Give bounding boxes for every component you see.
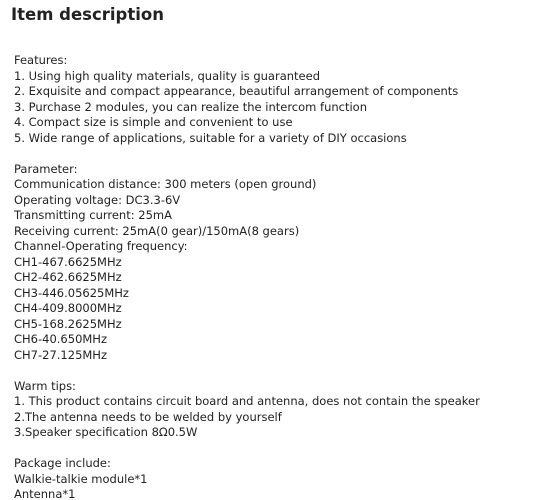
- feature-line: 3. Purchase 2 modules, you can realize the intercom function: [14, 99, 367, 114]
- item-description-body: [14, 53, 554, 500]
- feature-line: 5. Wide range of applications, suitable for a variety of DIY occasions: [14, 130, 407, 145]
- channel-line: CH5-168.2625MHz: [14, 316, 122, 331]
- feature-line: 4. Compact size is simple and convenient to use: [14, 115, 293, 129]
- package-line: Walkie-talkie module*1: [14, 471, 148, 486]
- warm-tip-line: 1. This product contains circuit board and antenna, does not contain the speaker: [14, 394, 480, 408]
- feature-line: 2. Exquisite and compact appearance, beautiful arrangement of components: [14, 84, 459, 98]
- parameter-line: Operating voltage: DC3.3-6V: [14, 192, 181, 207]
- warm-tip-line: 2.The antenna needs to be welded by yourself: [14, 409, 282, 424]
- parameter-line: Channel-Operating frequency:: [14, 239, 188, 253]
- parameter-line: Communication distance: 300 meters (open ground): [14, 177, 317, 191]
- parameter-section: [14, 162, 554, 364]
- features-heading: Features:: [14, 53, 68, 67]
- parameter-line: Transmitting current: 25mA: [14, 208, 172, 222]
- channel-line: CH2-462.6625MHz: [14, 270, 122, 284]
- channel-line: CH7-27.125MHz: [14, 347, 107, 362]
- warm-tips-heading: Warm tips:: [14, 378, 76, 393]
- package-heading: Package include:: [14, 456, 111, 470]
- channel-line: CH3-446.05625MHz: [14, 285, 129, 300]
- warm-tips-section: [14, 379, 554, 441]
- package-line: Antenna*1: [14, 487, 76, 500]
- parameter-heading: Parameter:: [14, 161, 78, 176]
- channel-line: CH6-40.650MHz: [14, 332, 107, 346]
- feature-line: 1. Using high quality materials, quality is guaranteed: [14, 68, 320, 83]
- item-description-title: Item description: [11, 5, 164, 24]
- features-section: [14, 53, 554, 146]
- parameter-line: Receiving current: 25mA(0 gear)/150mA(8 gears): [14, 223, 300, 238]
- warm-tip-line: 3.Speaker specification 8Ω0.5W: [14, 425, 198, 439]
- channel-line: CH4-409.8000MHz: [14, 301, 122, 315]
- channel-line: CH1-467.6625MHz: [14, 254, 122, 269]
- package-section: [14, 456, 554, 500]
